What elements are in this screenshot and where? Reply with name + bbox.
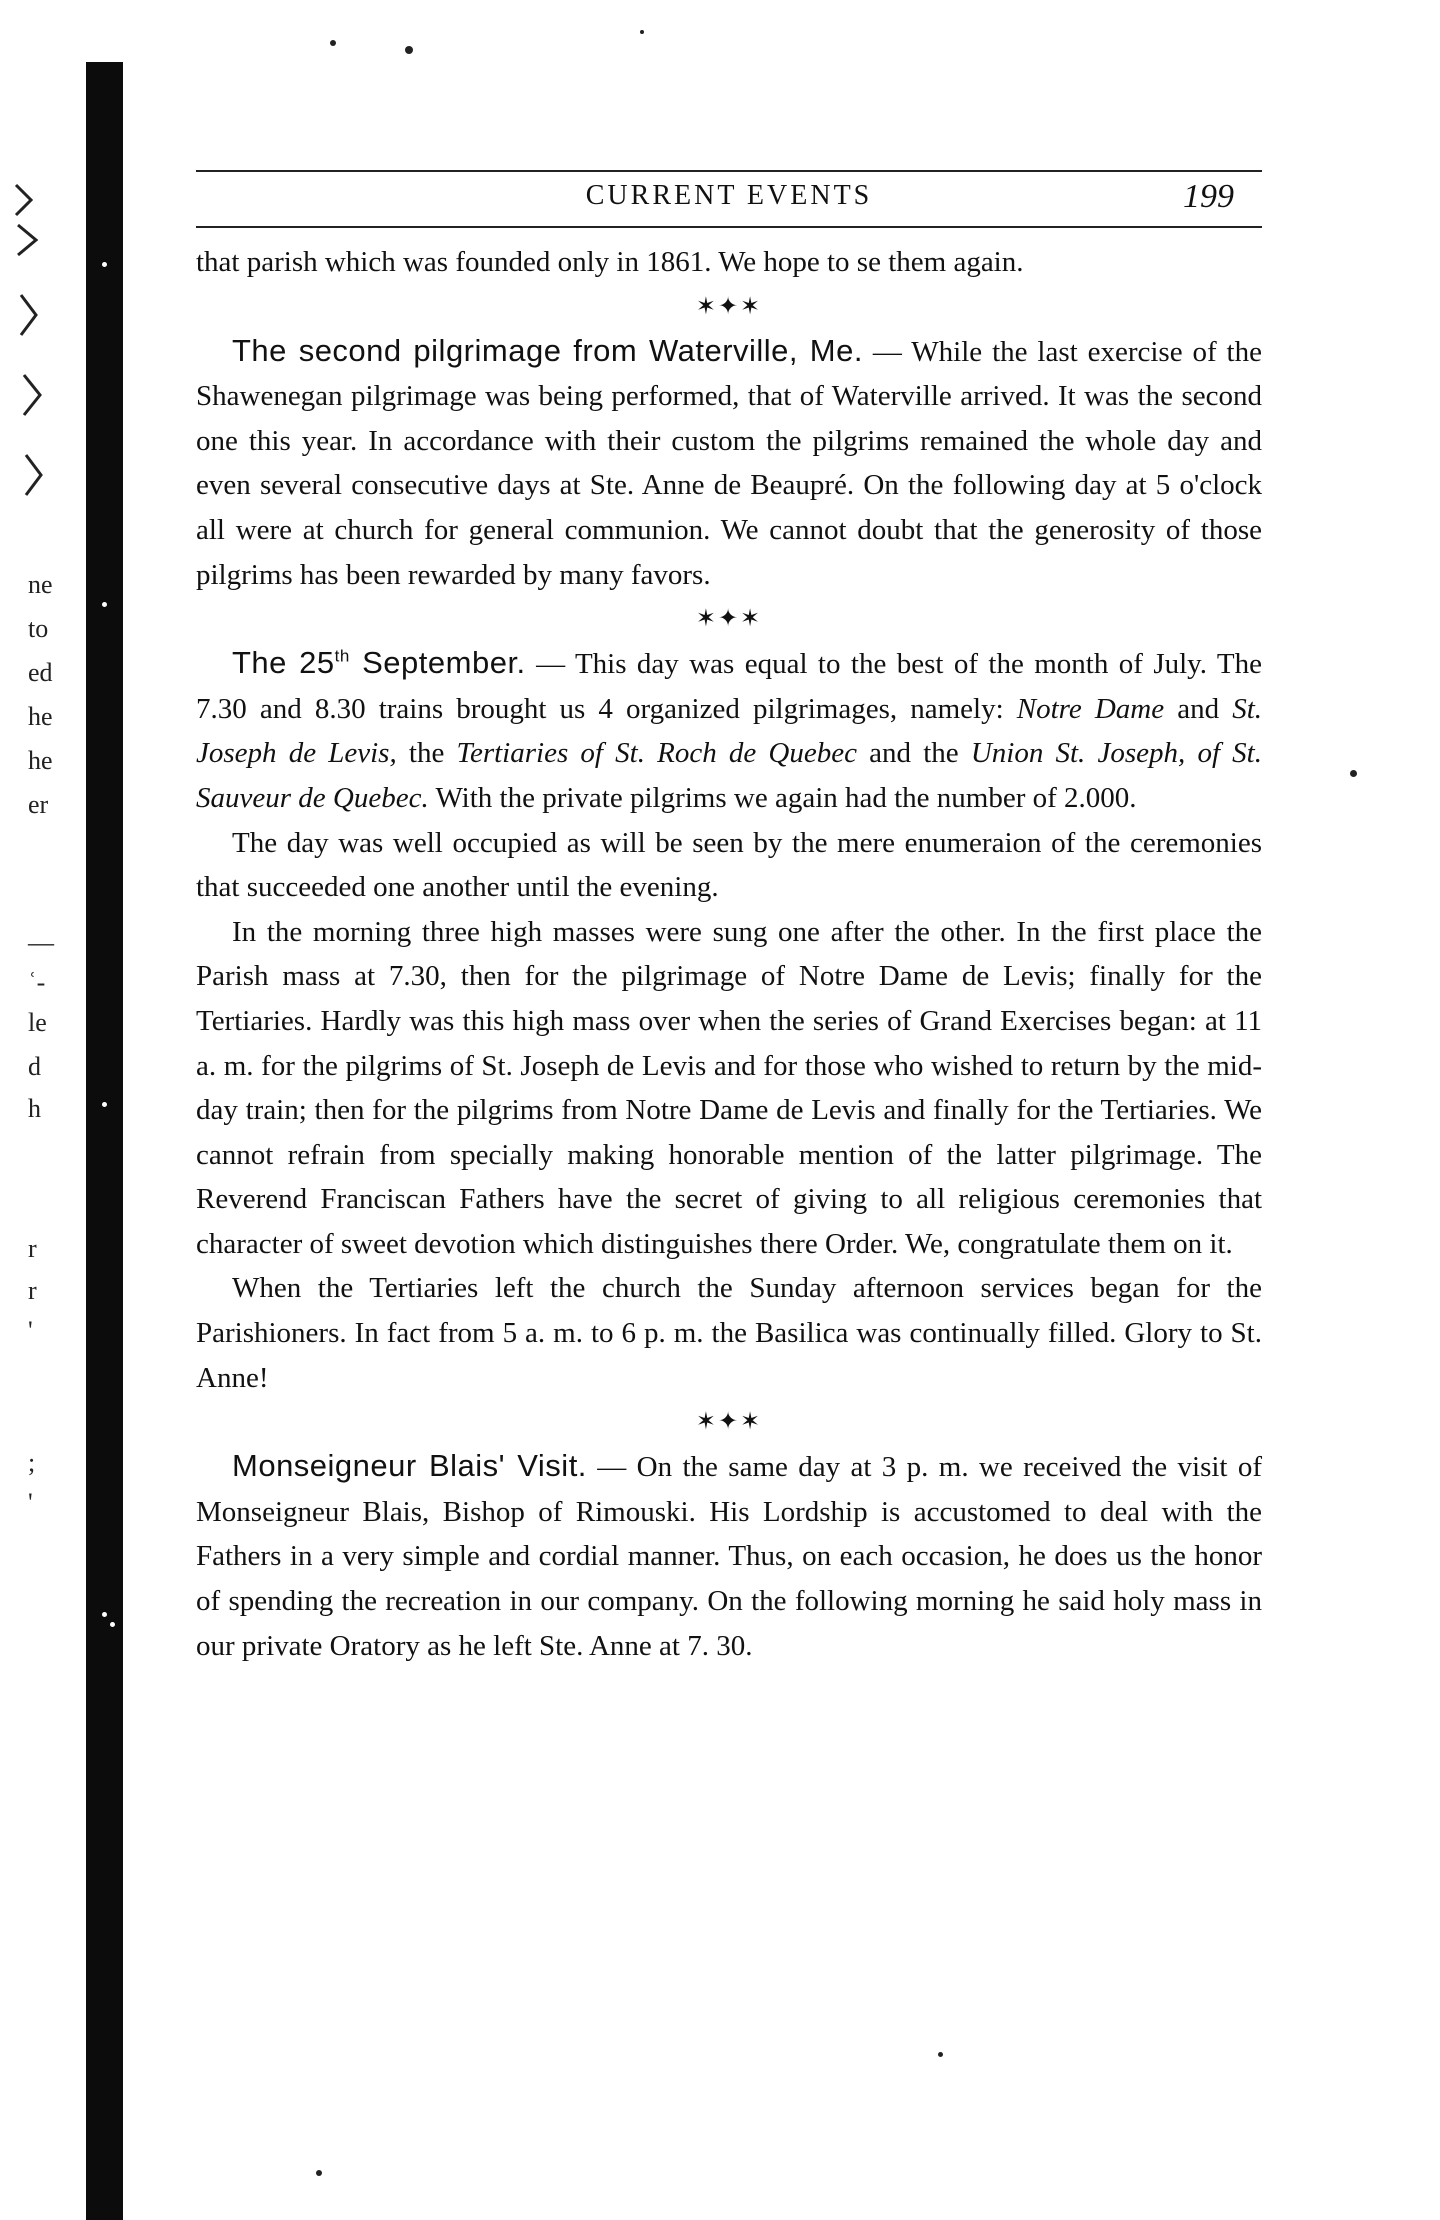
headline-superscript: th xyxy=(334,646,350,666)
running-title: CURRENT EVENTS xyxy=(585,180,873,211)
margin-fragment: ' xyxy=(28,1316,33,1345)
section-pilgrimage-waterville xyxy=(196,329,1262,598)
section-headline xyxy=(232,645,526,680)
headline-part: September. xyxy=(349,645,526,681)
ink-speck xyxy=(330,40,336,46)
margin-fragment: r xyxy=(28,1276,37,1305)
paragraph: When the Tertiaries left the church the Sunday afternoon services began for the Parishioners. In fact from 5 a. m. to 6 p. m. the Basilica was continually filled. Glory to St. Anne! xyxy=(196,1272,1262,1394)
em-dash: — xyxy=(525,648,575,681)
margin-fragment: ed xyxy=(28,658,53,687)
ink-speck xyxy=(938,2052,943,2057)
margin-fragment: r xyxy=(28,1234,37,1263)
section-headline: The second pilgrimage from Waterville, Me. xyxy=(232,332,863,368)
running-head xyxy=(196,180,1262,220)
section-ornament-icon: ✶✦✶ xyxy=(695,1409,763,1436)
section-text: the xyxy=(396,737,457,770)
binding-strip xyxy=(86,62,123,2220)
em-dash: — xyxy=(862,335,912,368)
ink-speck xyxy=(640,30,644,34)
margin-ornament-icon xyxy=(6,175,56,515)
left-margin-fragments xyxy=(0,0,80,2220)
italic-name: Union St. Joseph, of St. Sauveur de Quebec. xyxy=(196,737,1262,814)
section-text: While the last exercise of the Shawenegan pilgrimage was being performed, that of Waterville arrived. It was the second one this year. In accordance with their custom the pilgrims remained the whole day and even several consecutive days at Ste. Anne de Beaupré. On the following day at 5 o'clock all were at church for general communion. We cannot doubt that the generosity of those pilgrims has been rewarded by many favors. xyxy=(196,335,1262,591)
margin-fragment: ' xyxy=(28,1488,33,1517)
margin-fragment: ; xyxy=(28,1448,36,1477)
margin-fragment: h xyxy=(28,1094,41,1123)
italic-name: Tertiaries of St. Roch de Quebec xyxy=(456,737,857,770)
section-ornament-icon: ✶✦✶ xyxy=(695,293,763,320)
margin-fragment: he xyxy=(28,746,53,775)
margin-fragment: — xyxy=(28,928,54,957)
italic-name: St. Joseph de Levis, xyxy=(196,692,1263,770)
margin-fragment: le xyxy=(28,1008,47,1037)
italic-name: Notre Dame xyxy=(1016,692,1165,725)
paragraph: In the morning three high masses were sung one after the other. In the first place the Parish mass at 7.30, then for the pilgrimage of Notre Dame de Levis; finally for the Tertiaries. Hardly was this high mass over when the series of Grand Exercises began: at 11 a. m. for the pilgrims of St. Joseph de Levis and for those who wished to return by the mid-day train; then for the pilgrims from Notre Dame de Levis and finally for the Tertiaries. We cannot refrain from specially making honorable mention of the latter pilgrimage. The Reverend Franciscan Fathers have the secret of giving to all religious ceremonies that character of sweet devotion which distinguishes there Order. We, congratulate them on it. xyxy=(196,915,1262,1260)
header-rule-top xyxy=(196,170,1262,172)
margin-fragment: to xyxy=(28,614,49,643)
header-rule-bottom xyxy=(196,226,1262,228)
section-text: and xyxy=(1164,692,1233,725)
ink-speck xyxy=(405,46,413,54)
ink-speck xyxy=(316,2170,322,2176)
headline-part: The 25 xyxy=(232,645,335,681)
paragraph: The day was well occupied as will be seen by the mere enumeraion of the ceremonies that succeeded one another until the evening. xyxy=(196,826,1262,904)
margin-fragment: d xyxy=(28,1052,41,1081)
margin-fragment: ʿ- xyxy=(28,968,46,997)
em-dash: — xyxy=(586,1451,637,1484)
section-text: and the xyxy=(857,737,971,770)
article-body xyxy=(196,240,1262,1668)
section-headline: Monseigneur Blais' Visit. xyxy=(232,1448,587,1484)
section-monseigneur-blais-visit xyxy=(196,1444,1262,1668)
section-text: With the private pilgrims we again had the number of 2.000. xyxy=(428,781,1137,814)
margin-fragment: ne xyxy=(28,570,53,599)
page-number: 199 xyxy=(1183,178,1234,215)
ink-speck xyxy=(1350,770,1357,777)
section-25th-september xyxy=(196,641,1262,820)
margin-fragment: he xyxy=(28,702,53,731)
section-text: This day was equal to the best of the month of July. The 7.30 and 8.30 trains brought us 4 organized pilgrimages, namely: xyxy=(196,648,1262,725)
section-ornament-icon: ✶✦✶ xyxy=(695,606,763,633)
opening-line: that parish which was founded only in 1861. We hope to se them again. xyxy=(196,246,1024,278)
margin-fragment: er xyxy=(28,790,49,819)
section-text: On the same day at 3 p. m. we received the visit of Monseigneur Blais, Bishop of Rimouski. His Lordship is accustomed to deal with the Fathers in a very simple and cordial manner. Thus, on each occasion, he does us the honor of spending the recreation in our company. On the following morning he said holy mass in our private Oratory as he left Ste. Anne at 7. 30. xyxy=(196,1451,1263,1662)
